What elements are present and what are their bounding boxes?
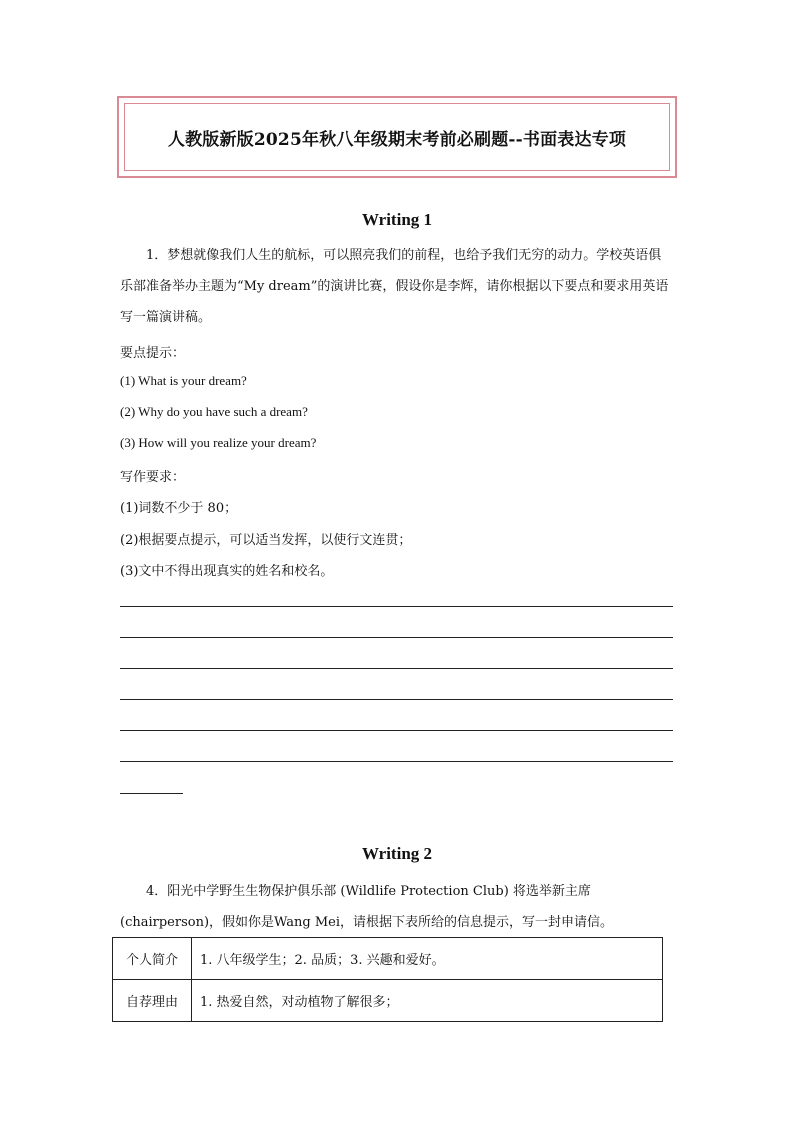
answer-line: [120, 761, 673, 762]
point-1: (1) What is your dream?: [120, 373, 247, 388]
writing2-prompt: 4．阳光中学野生生物保护俱乐部 (Wildlife Protection Club) 将选举新主席(chairperson)，假如你是Wang Mei，请根据下表所给的信息提示，写一封申请信。: [120, 884, 613, 930]
points-heading: 要点提示：: [120, 346, 186, 361]
writing1-heading: Writing 1: [361, 210, 433, 229]
requirement-3: (3)文中不得出现真实的姓名和校名。: [120, 564, 334, 579]
table-label: 自荐理由: [113, 980, 192, 1022]
answer-line: [120, 730, 673, 731]
answer-line-end: [120, 793, 183, 794]
answer-line: [120, 699, 673, 700]
requirement-1: (1)词数不少于 80；: [120, 501, 238, 516]
point-2: (2) Why do you have such a dream?: [120, 404, 308, 419]
answer-line: [120, 637, 673, 638]
table-label: 个人简介: [113, 938, 192, 980]
table-row: [113, 980, 663, 1022]
requirement-2: (2)根据要点提示，可以适当发挥，以使行文连贯；: [120, 533, 412, 548]
answer-line: [120, 668, 673, 669]
document-title: 人教版新版2025年秋八年级期末考前必刷题--书面表达专项: [167, 129, 627, 150]
table-row: [113, 938, 663, 980]
table-content: 1. 热爱自然，对动植物了解很多；: [192, 980, 663, 1022]
table-content: 1. 八年级学生；2. 品质；3. 兴趣和爱好。: [192, 938, 663, 980]
requirements-heading: 写作要求：: [120, 470, 186, 485]
point-3: (3) How will you realize your dream?: [120, 435, 317, 450]
title-frame-inner: [124, 103, 670, 171]
title-frame: [117, 96, 677, 178]
info-table: [112, 937, 663, 1022]
answer-line: [120, 606, 673, 607]
writing1-prompt: 1．梦想就像我们人生的航标，可以照亮我们的前程，也给予我们无穷的动力。学校英语俱乐部准备举办主题为“My dream”的演讲比赛，假设你是李辉，请你根据以下要点和要求用英语写一篇演讲稿。: [120, 248, 669, 325]
writing2-heading: Writing 2: [361, 844, 433, 863]
